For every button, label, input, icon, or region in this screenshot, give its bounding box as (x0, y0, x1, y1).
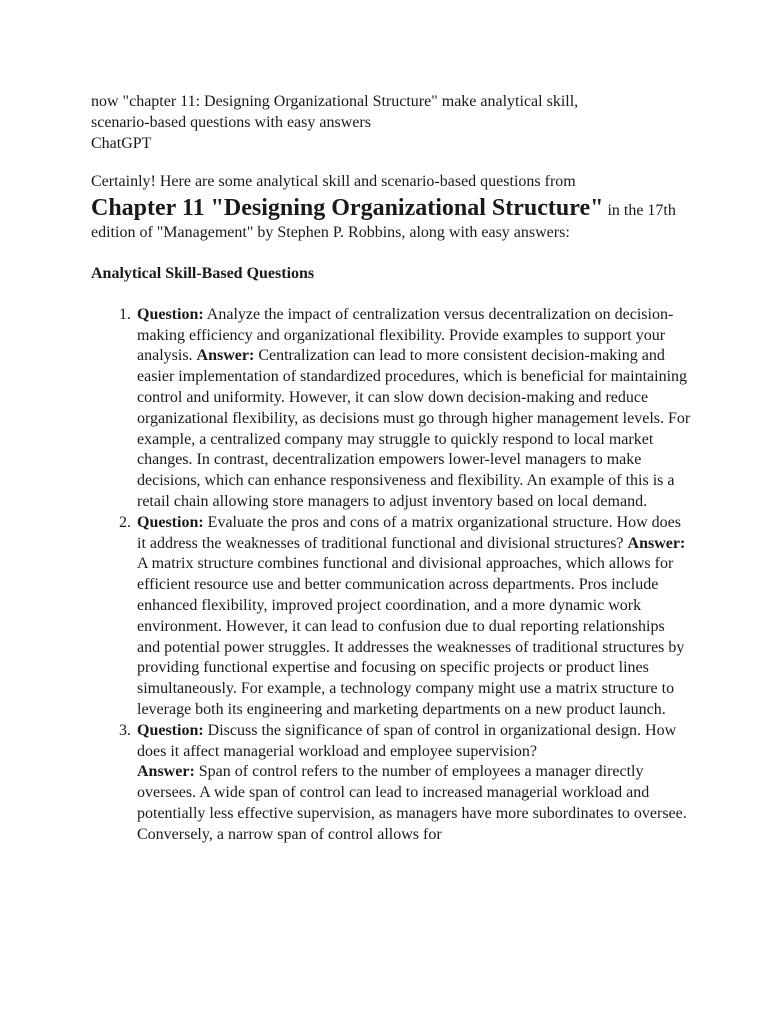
prompt-line-1: now "chapter 11: Designing Organizational Structure" make analytical skill, (91, 93, 579, 110)
prompt-line-2: scenario-based questions with easy answers (91, 113, 371, 131)
intro-text-before: Certainly! Here are some analytical skill and scenario-based questions from (91, 173, 576, 191)
document-page (91, 92, 691, 846)
user-prompt (91, 92, 691, 154)
chapter-title: Chapter 11 "Designing Organizational Structure" (91, 195, 604, 222)
question-text: Discuss the significance of span of control in organizational design. How does it affect managerial workload and employee supervision? (137, 721, 677, 760)
answer-label: Answer: (137, 763, 195, 781)
question-label: Question: (137, 721, 204, 739)
question-label: Question: (137, 513, 204, 531)
intro-paragraph (91, 172, 691, 244)
intro-text-after: in the 17th edition of "Management" by Stephen P. Robbins, along with easy answers: (91, 202, 676, 242)
answer-text: A matrix structure combines functional and divisional approaches, which allows for efficient resource use and better communication across departments. Pros include enhanced flexibility, improved project coordination, and a more dynamic work environment. However, it can lead to confusion due to dual reporting relationships and potential power struggles. It addresses the weaknesses of traditional structures by providing functional expertise and focusing on specific projects or product lines simultaneously. For example, a technology company might use a matrix structure to leverage both its engineering and marketing departments on a new product launch. (137, 555, 685, 718)
answer-text: Centralization can lead to more consistent decision-making and easier implementation of standardized procedures, which is beneficial for maintaining control and uniformity. However, it can slow down decision-making and reduce organizational flexibility, as decisions must go through higher management levels. For example, a centralized company may struggle to quickly respond to local market changes. In contrast, decentralization empowers lower-level managers to make decisions, which can enhance responsiveness and flexibility. An example of this is a retail chain allowing store managers to adjust inventory based on local demand. (137, 347, 691, 510)
answer-label: Answer: (196, 347, 255, 365)
list-item (135, 513, 691, 721)
question-text: Analyze the impact of centralization versus decentralization on decision-making efficiency and organizational flexibility. Provide examples to support your analysis. (137, 305, 674, 365)
answer-text: Span of control refers to the number of employees a manager directly oversees. A wide span of control can lead to increased managerial workload and potentially less effective supervision, as managers have more subordinates to oversee. Conversely, a narrow span of control allows for (137, 763, 687, 843)
list-item (135, 305, 691, 513)
answer-label: Answer: (627, 534, 686, 552)
question-list (91, 305, 691, 846)
list-item (135, 721, 691, 846)
section-title: Analytical Skill-Based Questions (91, 264, 315, 282)
assistant-name: ChatGPT (91, 134, 152, 152)
question-text: Evaluate the pros and cons of a matrix organizational structure. How does it address the weaknesses of traditional functional and divisional structures? (137, 513, 682, 552)
question-label: Question: (137, 305, 204, 323)
